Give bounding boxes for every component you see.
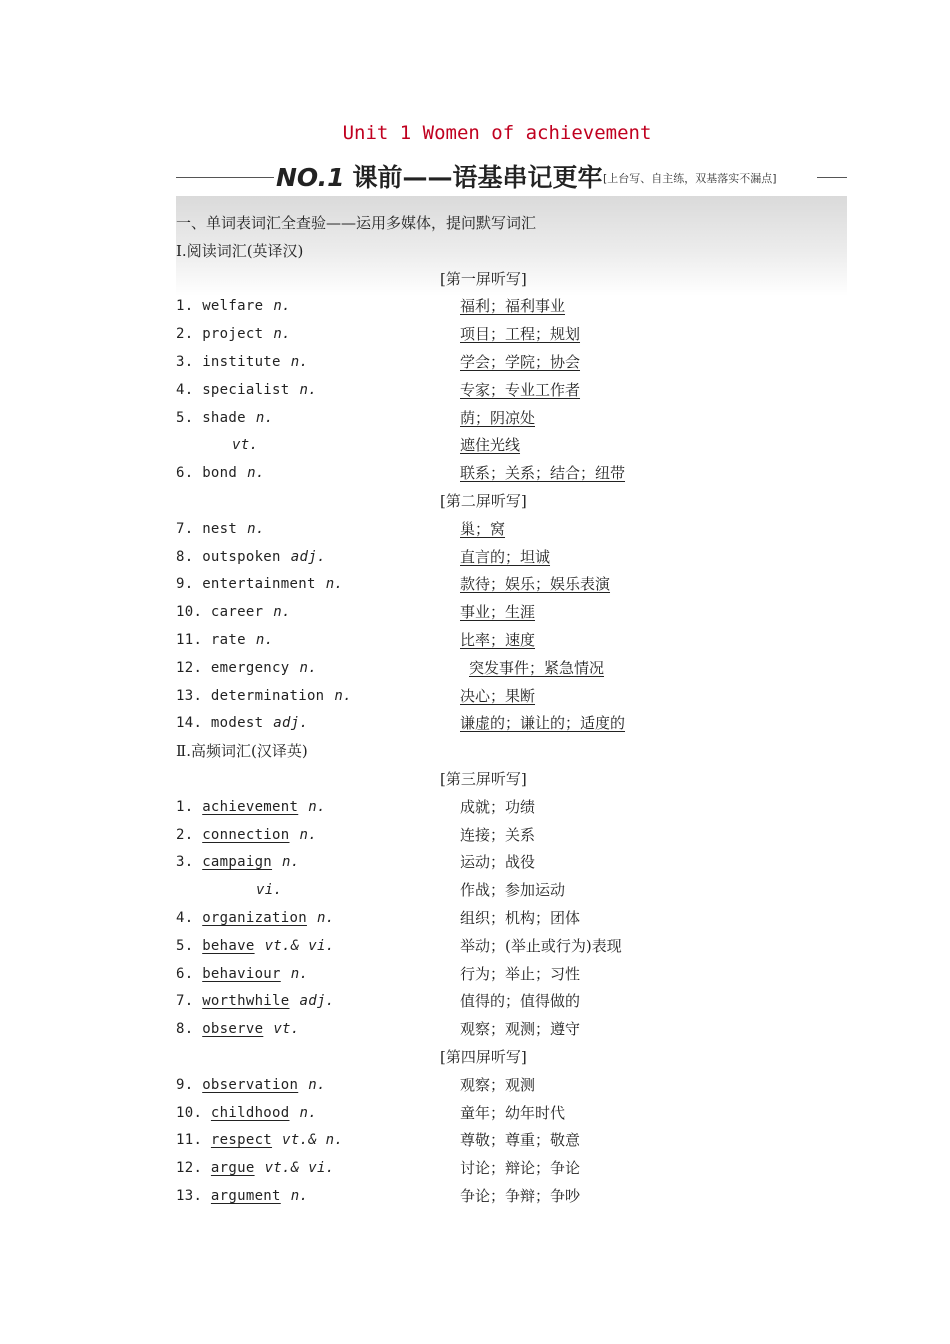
vocab-row	[176, 293, 856, 321]
vocab-row	[176, 933, 856, 961]
vocab-row	[176, 349, 856, 377]
part-of-speech: adj.	[273, 715, 309, 732]
meaning: 连接；关系	[460, 825, 536, 844]
vocab-row	[176, 988, 856, 1016]
part-of-speech: n.	[308, 798, 326, 815]
word: emergency	[210, 659, 290, 676]
vocab-row	[176, 1072, 856, 1100]
vocab-row	[176, 794, 856, 822]
meaning: 荫；阴凉处	[460, 408, 536, 427]
item-number: 10.	[176, 1104, 203, 1121]
banner-heading	[276, 158, 603, 194]
vocab-row	[176, 1155, 856, 1183]
part-of-speech: n.	[290, 353, 309, 370]
vocab-row	[176, 822, 856, 850]
vocab-row	[176, 849, 856, 877]
word: worthwhile	[202, 993, 290, 1010]
vocab-row	[176, 571, 856, 599]
vocab-word	[176, 405, 273, 433]
meaning: 行为；举止；习性	[460, 964, 581, 983]
word: argument	[210, 1187, 281, 1204]
part-of-speech: n.	[247, 520, 265, 537]
part-of-speech: vt.& vi.	[264, 937, 335, 954]
vocab-word	[176, 1183, 308, 1211]
screen-label-4	[176, 1044, 856, 1072]
part-of-speech: n.	[325, 576, 344, 593]
vocab-row	[176, 599, 856, 627]
item-number: 6.	[176, 965, 194, 982]
word: project	[202, 326, 264, 343]
part-of-speech: n.	[299, 381, 317, 398]
part-of-speech: n.	[255, 631, 274, 648]
vocab-word	[176, 1155, 334, 1183]
vocab-row-continuation	[176, 877, 856, 905]
vocab-row	[176, 1100, 856, 1128]
word: career	[210, 604, 264, 621]
meaning: 学会；学院；协会	[460, 352, 581, 371]
vocab-word	[176, 544, 326, 572]
item-number: 12.	[176, 1160, 203, 1177]
part-of-speech: n.	[255, 409, 274, 426]
unit-title: Unit 1 Women of achievement	[342, 122, 652, 144]
meaning: 讨论；辩论；争论	[460, 1159, 581, 1178]
meaning: 成就；功绩	[460, 797, 536, 816]
meaning: 观察；观测	[460, 1075, 536, 1094]
vocab-row	[176, 905, 856, 933]
vocab-row	[176, 377, 856, 405]
vocab-row	[176, 516, 856, 544]
part-of-speech: n.	[282, 854, 300, 871]
word: achievement	[202, 798, 299, 815]
meaning: 事业；生涯	[460, 603, 536, 622]
vocab-row	[176, 683, 856, 711]
word: specialist	[202, 381, 290, 398]
part-of-speech: n.	[299, 1104, 317, 1121]
part-of-speech: n.	[273, 298, 291, 315]
item-number: 13.	[176, 1187, 203, 1204]
part2-heading: Ⅱ.高频词汇(汉译英)	[176, 742, 308, 761]
item-number: 2.	[176, 326, 194, 343]
part1-heading: Ⅰ.阅读词汇(英译汉)	[176, 241, 304, 260]
meaning: 巢；窝	[460, 519, 506, 538]
vocab-content	[176, 210, 856, 1211]
vocab-word	[176, 293, 291, 321]
meaning: 遮住光线	[460, 436, 521, 455]
vocab-word	[176, 1100, 317, 1128]
vocab-word	[176, 377, 317, 405]
part-of-speech: vt.	[232, 437, 259, 454]
part-of-speech: n.	[290, 965, 309, 982]
word: nest	[202, 520, 238, 537]
item-number: 11.	[176, 631, 203, 648]
item-number: 1.	[176, 298, 194, 315]
meaning: 项目；工程；规划	[460, 325, 581, 344]
part-of-speech: vt.& vi.	[264, 1160, 335, 1177]
vocab-row	[176, 655, 856, 683]
item-number: 5.	[176, 937, 194, 954]
meaning: 观察；观测；遵守	[460, 1020, 581, 1039]
item-number: 13.	[176, 687, 203, 704]
word: determination	[210, 687, 325, 704]
item-number: 6.	[176, 465, 194, 482]
word: outspoken	[202, 548, 281, 565]
item-number: 9.	[176, 576, 194, 593]
vocab-row	[176, 544, 856, 572]
item-number: 3.	[176, 854, 194, 871]
meaning: 联系；关系；结合；纽带	[460, 464, 626, 483]
section-heading: 一、单词表词汇全查验——运用多媒体，提问默写词汇	[176, 214, 537, 232]
screen-label: [第二屏听写]	[440, 491, 527, 510]
part-of-speech: n.	[316, 909, 335, 926]
meaning: 款待；娱乐；娱乐表演	[460, 575, 611, 594]
banner-rule-left	[176, 177, 274, 178]
vocab-word	[176, 849, 300, 877]
vocab-word	[176, 321, 291, 349]
part-of-speech: n.	[299, 659, 317, 676]
item-number: 4.	[176, 909, 194, 926]
meaning: 决心；果断	[460, 686, 536, 705]
word: organization	[202, 909, 307, 926]
vocab-word	[176, 1016, 300, 1044]
vocab-word	[176, 933, 334, 961]
word: connection	[202, 826, 290, 843]
part-of-speech: vi.	[256, 882, 283, 899]
meaning: 直言的；坦诚	[460, 547, 551, 566]
meaning: 比率；速度	[460, 630, 536, 649]
screen-label-2	[176, 488, 856, 516]
vocab-word	[176, 961, 308, 989]
meaning: 争论；争辩；争吵	[460, 1186, 581, 1205]
banner-rule-right	[817, 177, 847, 178]
screen-label-3	[176, 766, 856, 794]
word: campaign	[202, 854, 273, 871]
item-number: 8.	[176, 548, 194, 565]
meaning: 作战；参加运动	[460, 881, 566, 900]
vocab-word	[176, 349, 308, 377]
vocab-row	[176, 1127, 856, 1155]
word: observation	[202, 1076, 299, 1093]
item-number: 7.	[176, 520, 194, 537]
word: respect	[210, 1132, 273, 1149]
word: argue	[210, 1160, 255, 1177]
vocab-row	[176, 710, 856, 738]
screen-label: [第三屏听写]	[440, 769, 527, 788]
vocab-word	[176, 516, 265, 544]
vocab-word	[176, 571, 343, 599]
item-number: 9.	[176, 1076, 194, 1093]
section-banner	[176, 158, 847, 194]
word: observe	[202, 1021, 264, 1038]
vocab-word	[176, 460, 265, 488]
item-number: 3.	[176, 353, 194, 370]
banner-main-text: 课前——语基串记更牢	[352, 163, 603, 192]
vocab-word	[176, 1127, 343, 1155]
meaning: 尊敬；尊重；敬意	[460, 1131, 581, 1150]
screen-label: [第一屏听写]	[440, 269, 527, 288]
item-number: 12.	[176, 659, 203, 676]
item-number: 11.	[176, 1132, 203, 1149]
item-number: 14.	[176, 715, 203, 732]
part-of-speech: vt.& n.	[282, 1132, 344, 1149]
part-of-speech: vt.	[273, 1021, 300, 1038]
word: entertainment	[202, 576, 316, 593]
word: shade	[202, 409, 246, 426]
vocab-word	[176, 432, 258, 460]
vocab-row	[176, 460, 856, 488]
item-number: 4.	[176, 381, 194, 398]
meaning: 举动；(举止或行为)表现	[460, 936, 622, 955]
word: welfare	[202, 298, 264, 315]
item-number: 7.	[176, 993, 194, 1010]
vocab-word	[176, 877, 282, 905]
item-number: 2.	[176, 826, 194, 843]
meaning: 运动；战役	[460, 853, 536, 872]
screen-label: [第四屏听写]	[440, 1047, 527, 1066]
part-of-speech: n.	[290, 1187, 309, 1204]
vocab-row	[176, 405, 856, 433]
word: rate	[210, 631, 246, 648]
vocab-word	[176, 599, 291, 627]
vocab-word	[176, 655, 317, 683]
vocab-word	[176, 1072, 326, 1100]
meaning: 突发事件；紧急情况	[469, 658, 605, 677]
item-number: 8.	[176, 1021, 194, 1038]
banner-no-label: NO.1	[276, 163, 345, 192]
vocab-word	[176, 905, 334, 933]
word: behave	[202, 937, 255, 954]
meaning: 福利；福利事业	[460, 297, 566, 316]
word: behaviour	[202, 965, 281, 982]
meaning: 谦虚的；谦让的；适度的	[460, 714, 626, 733]
banner-note: [上台写、自主练，双基落实不漏点]	[603, 172, 777, 185]
part-of-speech: adj.	[290, 548, 326, 565]
part-of-speech: n.	[273, 604, 291, 621]
part-of-speech: n.	[273, 326, 291, 343]
word: institute	[202, 353, 281, 370]
vocab-row	[176, 1183, 856, 1211]
word: childhood	[210, 1104, 290, 1121]
word: modest	[210, 715, 264, 732]
vocab-row	[176, 961, 856, 989]
item-number: 1.	[176, 798, 194, 815]
vocab-row	[176, 627, 856, 655]
part-of-speech: n.	[247, 465, 265, 482]
vocab-word	[176, 822, 317, 850]
vocab-word	[176, 710, 308, 738]
vocab-word	[176, 988, 334, 1016]
item-number: 10.	[176, 604, 203, 621]
vocab-word	[176, 683, 352, 711]
part-of-speech: n.	[334, 687, 352, 704]
vocab-row	[176, 321, 856, 349]
meaning: 组织；机构；团体	[460, 908, 581, 927]
vocab-row	[176, 1016, 856, 1044]
vocab-word	[176, 794, 326, 822]
part-of-speech: n.	[299, 826, 317, 843]
part-of-speech: n.	[308, 1076, 326, 1093]
screen-label-1	[176, 266, 856, 294]
vocab-word	[176, 627, 273, 655]
part-of-speech: adj.	[299, 993, 335, 1010]
word: bond	[202, 465, 238, 482]
meaning: 值得的；值得做的	[460, 992, 581, 1011]
meaning: 专家；专业工作者	[460, 380, 581, 399]
item-number: 5.	[176, 409, 194, 426]
meaning: 童年；幼年时代	[460, 1103, 566, 1122]
vocab-row-continuation	[176, 432, 856, 460]
